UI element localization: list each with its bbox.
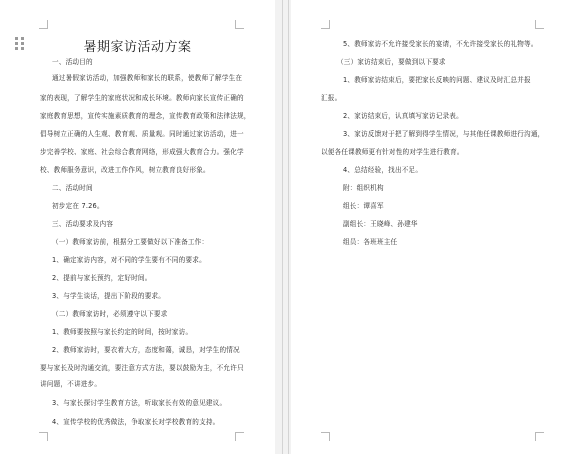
document-page-1[interactable] — [0, 0, 275, 454]
page-corner-mark — [235, 432, 244, 441]
page-corner-mark — [535, 20, 544, 29]
body-text-line: 2、家访结束后，认真填写家访记录表。 — [343, 112, 463, 120]
body-text-line: 校、教师服务意识，改进工作作风，树立教育良好形象。 — [40, 166, 210, 174]
body-text-line: 3、与家长探讨学生教育方法，听取家长有效的意见建议。 — [52, 399, 227, 407]
body-text-line: 副组长：王晓峰、孙建华 — [343, 220, 418, 228]
body-text-line: 二、活动时间 — [52, 184, 93, 192]
document-title: 暑期家访活动方案 — [83, 40, 192, 55]
body-text-line: 倡导树立正确的人生观、教育观、质量观。同时通过家访活动，进一 — [40, 130, 244, 138]
page-edge-line — [288, 0, 289, 454]
body-text-line: 附：组织机构 — [343, 184, 384, 192]
page-corner-mark — [39, 432, 48, 441]
body-text-line: 1、教师要按照与家长约定的时间，按时家访。 — [52, 328, 193, 336]
body-text-line: 1、教师家访结束后，要把家长反映的问题、建议及时汇总并报 — [343, 76, 531, 84]
body-text-line: 家庭教育思想，宣传实施素质教育的理念，宣传教育政策和法律法规， — [40, 112, 251, 120]
body-text-line: 4、总结经验，找出不足。 — [343, 166, 423, 174]
body-text-line: 以便各任课教师更有针对性的对学生进行教育。 — [321, 148, 464, 156]
body-text-line: 组长：谭喜军 — [343, 202, 384, 210]
body-text-line: 通过暑假家访活动，加强教师和家长的联系，使教师了解学生在 — [52, 74, 243, 82]
page-corner-mark — [535, 432, 544, 441]
body-text-line: 一、活动目的 — [52, 58, 93, 66]
page-corner-mark — [321, 432, 330, 441]
body-text-line: 要与家长及时沟通交流，要注意方式方法，要以鼓励为主，不允许只 — [40, 364, 244, 372]
body-text-line: 汇报。 — [321, 94, 342, 102]
body-text-line: 三、活动要求及内容 — [52, 220, 114, 228]
document-page-2[interactable] — [291, 0, 567, 454]
body-text-line: 1、确定家访内容，对不同的学生要有不同的要求。 — [52, 256, 206, 264]
page-corner-mark — [39, 20, 48, 29]
body-text-line: 2、教师家访时，要衣着大方，态度和蔼，诚恳，对学生的情况 — [52, 346, 240, 354]
page-corner-mark — [321, 20, 330, 29]
body-text-line: （一）教师家访前，根据分工要做好以下准备工作： — [52, 238, 209, 246]
page-corner-mark — [235, 20, 244, 29]
body-text-line: 组员：各班班主任 — [343, 238, 398, 246]
body-text-line: 初步定在 7.26。 — [52, 202, 104, 210]
body-text-line: 3、与学生谈话，提出下阶段的要求。 — [52, 292, 166, 300]
body-text-line: 3、家访反馈对于把了解到得学生情况，与其他任课教师进行沟通， — [343, 130, 545, 138]
body-text-line: （三）家访结束后，要做到以下要求 — [337, 58, 446, 66]
body-text-line: 家的表现，了解学生的家庭状况和成长环境。教师向家长宣传正确的 — [40, 94, 244, 102]
page-edge-line — [282, 0, 283, 454]
body-text-line: 5、教师家访不允许接受家长的宴请，不允许接受家长的礼物等。 — [343, 40, 538, 48]
body-text-line: 步完善学校、家庭、社会综合教育网络，形成强大教育合力。强化学 — [40, 148, 244, 156]
body-text-line: （二）教师家访时，必须遵守以下要求 — [52, 310, 168, 318]
body-text-line: 讲问题，不讲进步。 — [40, 380, 102, 388]
body-text-line: 4、宣传学校的优秀做法，争取家长对学校教育的支持。 — [52, 418, 220, 426]
body-text-line: 2、提前与家长预约，定好时间。 — [52, 274, 152, 282]
